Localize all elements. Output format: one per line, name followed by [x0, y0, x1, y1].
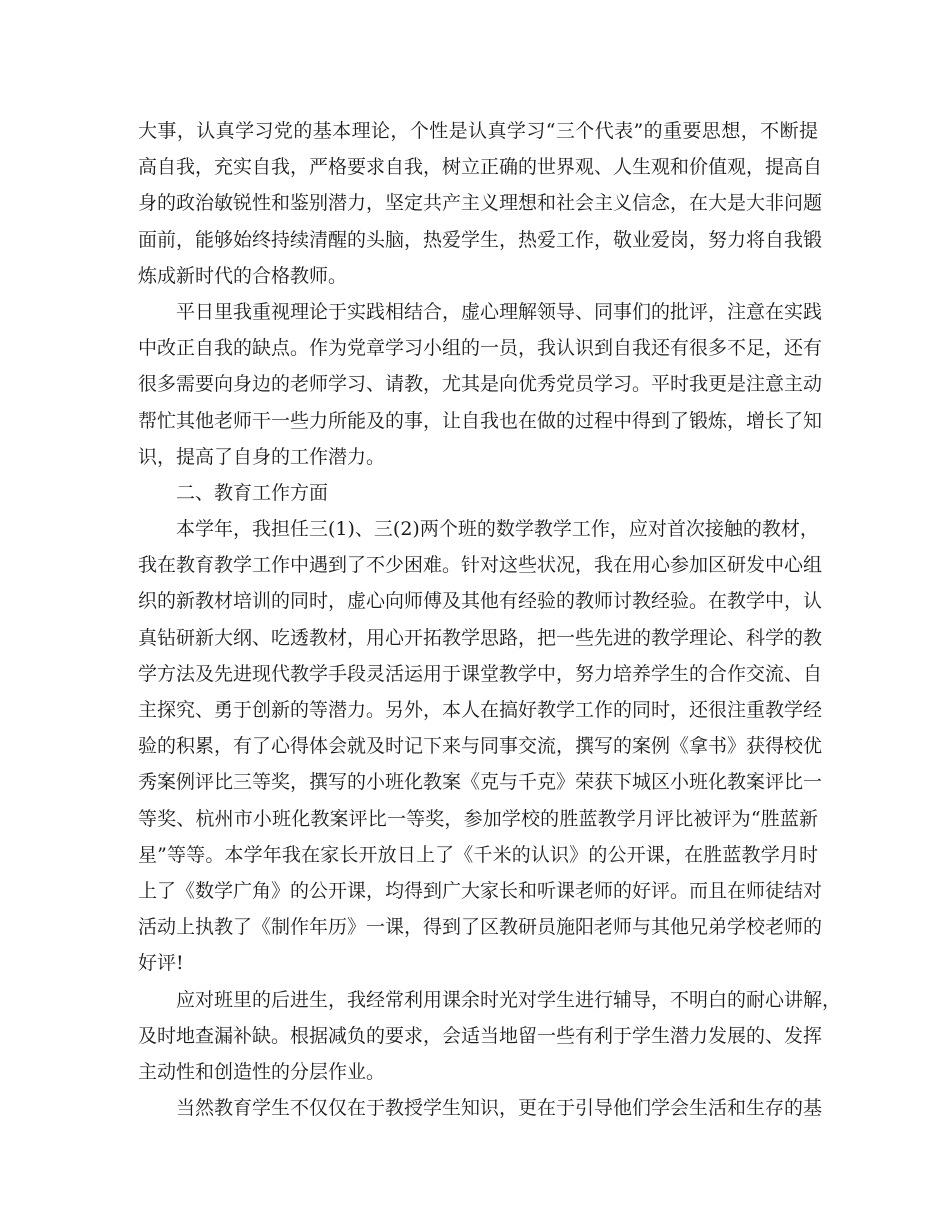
text-line: 验的积累，有了心得体会就及时记下来与同事交流，撰写的案例《拿书》获得校优	[138, 735, 823, 758]
text-line: 中改正自我的缺点。作为党章学习小组的一员，我认识到自我还有很多不足，还有	[138, 337, 823, 360]
document-body	[138, 113, 842, 1126]
text-line: 秀案例评比三等奖，撰写的小班化教案《克与千克》荣获下城区小班化教案评比一	[138, 771, 823, 794]
text-line: 应对班里的后进生，我经常利用课余时光对学生进行辅导，不明白的耐心讲解，	[138, 988, 842, 1011]
text-line: 识，提高了自身的工作潜力。	[138, 445, 386, 468]
text-line: 真钻研新大纲、吃透教材，用心开拓教学思路，把一些先进的教学理论、科学的教	[138, 626, 823, 649]
text-line: 面前，能够始终持续清醒的头脑，热爱学生，热爱工作，敬业爱岗，努力将自我锻	[138, 228, 823, 251]
text-line: 及时地查漏补缺。根据减负的要求，会适当地留一些有利于学生潜力发展的、发挥	[138, 1024, 823, 1047]
text-line: 二、教育工作方面	[138, 481, 329, 504]
text-line: 活动上执教了《制作年历》一课，得到了区教研员施阳老师与其他兄弟学校老师的	[138, 916, 823, 939]
text-line: 炼成新时代的合格教师。	[138, 264, 348, 287]
text-line: 身的政治敏锐性和鉴别潜力，坚定共产主义理想和社会主义信念，在大是大非问题	[138, 192, 823, 215]
text-line: 星”等等。本学年我在家长开放日上了《千米的认识》的公开课，在胜蓝教学月时	[138, 843, 818, 866]
text-line: 上了《数学广角》的公开课，均得到广大家长和听课老师的好评。而且在师徒结对	[138, 879, 823, 902]
text-line: 我在教育教学工作中遇到了不少困难。针对这些状况，我在用心参加区研发中心组	[138, 554, 823, 577]
text-line: 高自我，充实自我，严格要求自我，树立正确的世界观、人生观和价值观，提高自	[138, 156, 823, 179]
text-line: 帮忙其他老师干一些力所能及的事，让自我也在做的过程中得到了锻炼，增长了知	[138, 409, 823, 432]
text-line: 学方法及先进现代教学手段灵活运用于课堂教学中，努力培养学生的合作交流、自	[138, 662, 823, 685]
text-line: 本学年，我担任三(1)、三(2)两个班的数学教学工作，应对首次接触的教材，	[138, 518, 819, 541]
text-line: 主动性和创造性的分层作业。	[138, 1060, 386, 1083]
text-line: 大事，认真学习党的基本理论，个性是认真学习“三个代表”的重要思想，不断提	[138, 120, 818, 142]
text-line: 很多需要向身边的老师学习、请教，尤其是向优秀党员学习。平时我更是注意主动	[138, 373, 823, 396]
text-line: 好评!	[138, 952, 184, 975]
text-line: 平日里我重视理论于实践相结合，虚心理解领导、同事们的批评，注意在实践	[138, 300, 823, 323]
text-line: 主探究、勇于创新的等潜力。另外，本人在搞好教学工作的同时，还很注重教学经	[138, 699, 823, 721]
text-line: 织的新教材培训的同时，虚心向师傅及其他有经验的教师讨教经验。在教学中，认	[138, 590, 823, 613]
text-line: 等奖、杭州市小班化教案评比一等奖，参加学校的胜蓝教学月评比被评为“胜蓝新	[138, 807, 818, 830]
text-line: 当然教育学生不仅仅在于教授学生知识，更在于引导他们学会生活和生存的基	[138, 1097, 823, 1120]
